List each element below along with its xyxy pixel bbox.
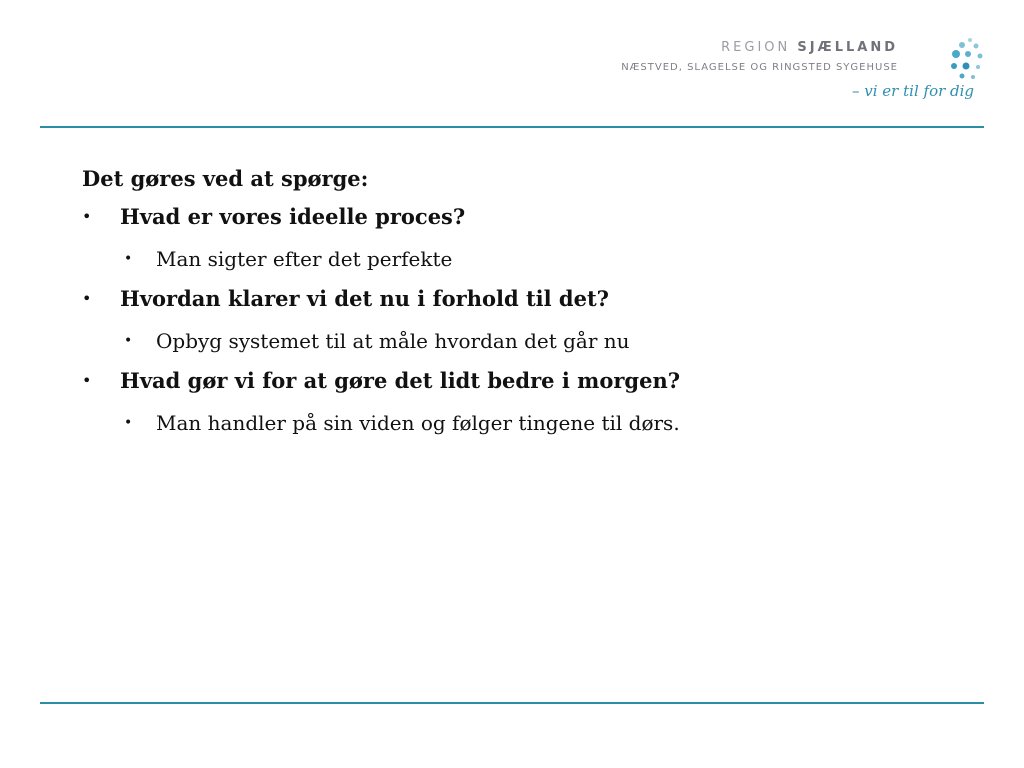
dots-logo-icon <box>948 36 988 82</box>
logo-subtitle: NÆSTVED, SLAGELSE OG RINGSTED SYGEHUSE <box>621 62 898 73</box>
bullet-icon: • <box>124 415 133 431</box>
slide-content <box>82 160 962 444</box>
logo-tagline: – vi er til for dig <box>852 82 975 100</box>
sub-bullet-item: • Man sigter efter det perfekte <box>82 240 962 280</box>
bullet-icon: • <box>82 207 92 226</box>
slide-heading: Det gøres ved at spørge: <box>82 166 369 191</box>
bottom-divider <box>40 702 984 704</box>
bullet-item: • Hvad gør vi for at gøre det lidt bedre i morgen? <box>82 362 962 404</box>
sub-bullet-item: • Opbyg systemet til at måle hvordan det går nu <box>82 322 962 362</box>
logo-title: REGION SJÆLLAND <box>721 40 898 55</box>
top-divider <box>40 126 984 128</box>
sub-bullet-item: • Man handler på sin viden og følger tingene til dørs. <box>82 404 962 444</box>
bullet-item: • Hvad er vores ideelle proces? <box>82 198 962 240</box>
bullet-item: • Hvordan klarer vi det nu i forhold til det? <box>82 280 962 322</box>
region-sjaelland-logo <box>620 36 990 116</box>
bullet-icon: • <box>82 371 92 390</box>
bullet-icon: • <box>124 333 133 349</box>
bullet-icon: • <box>124 251 133 267</box>
bullet-icon: • <box>82 289 92 308</box>
